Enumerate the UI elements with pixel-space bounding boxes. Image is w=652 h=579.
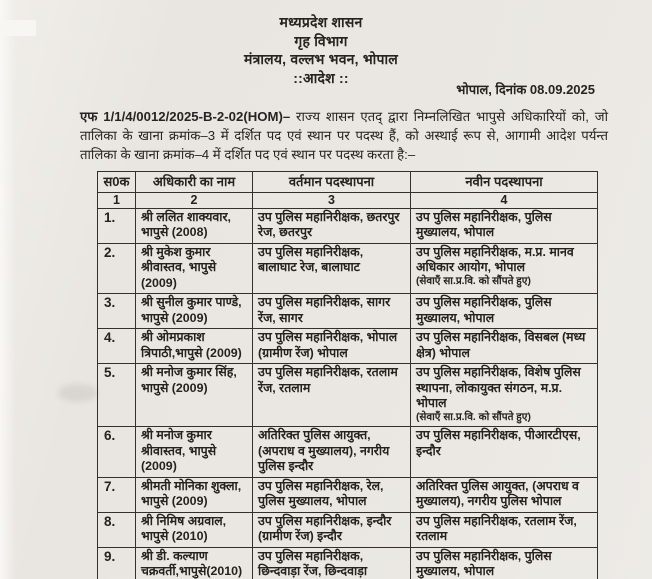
new-posting	[411, 364, 598, 427]
current-posting: उप पुलिस महानिरीक्षक, भोपाल (ग्रामीण रेंज) भोपाल	[253, 329, 411, 364]
row-serial: 6.	[98, 427, 136, 478]
current-posting: उप पुलिस महानिरीक्षक, इन्दौर (ग्रामीण रेंज) इन्दौर	[253, 512, 411, 547]
scan-smudge	[58, 384, 98, 402]
officer-name: श्री ओमप्रकाश त्रिपाठी,भापुसे (2009)	[136, 329, 253, 364]
col-header-new-posting: नवीन पदस्थापना	[411, 172, 598, 193]
current-posting: उप पुलिस महानिरीक्षक, रतलाम रेंज, रतलाम	[253, 364, 411, 427]
col-header-current-posting: वर्तमान पदस्थापना	[253, 172, 411, 193]
new-posting-text: उप पुलिस महानिरीक्षक, रतलाम रेंज, रतलाम	[416, 513, 577, 543]
current-posting: उप पुलिस महानिरीक्षक, छिन्दवाड़ा रेंज, छिन्दवाड़ा	[253, 547, 411, 579]
officer-name: श्री मुकेश कुमार श्रीवास्तव, भापुसे (2009)	[136, 243, 253, 294]
table-row	[98, 364, 598, 427]
table-row	[98, 294, 598, 329]
officer-name: श्री डी. कल्याण चक्रवर्ती,भापुसे(2010)	[136, 547, 253, 579]
current-posting: अतिरिक्त पुलिस आयुक्त, (अपराध व मुख्यालय), नगरीय पुलिस इन्दौर	[253, 427, 411, 478]
new-posting-text: उप पुलिस महानिरीक्षक, पीआरटीएस, इन्दौर	[416, 428, 581, 458]
order-paragraph	[80, 107, 608, 164]
row-serial: 5.	[98, 364, 136, 427]
new-posting-text: उप पुलिस महानिरीक्षक, पुलिस मुख्यालय, भोपाल	[416, 295, 552, 325]
officer-name: श्री निमिष अग्रवाल, भापुसे (2010)	[136, 512, 253, 547]
row-serial: 1.	[98, 208, 136, 243]
new-posting-text: अतिरिक्त पुलिस आयुक्त, (अपराध व मुख्यालय), नगरीय पुलिस भोपाल	[416, 478, 579, 508]
new-posting	[411, 208, 598, 243]
order-body-text: राज्य शासन एतद् द्वारा निम्नलिखित भापुसे अधिकारियों को, जो तालिका के खाना क्रमांक–3 में दर्शित पद एवं स्थान पर पदस्थ हैं, को अस्थाई रूप से, आगामी आदेश पर्यन्त तालिका के खाना क्रमांक–4 में दर्शित पद एवं स्थान पर पदस्थ करता है:–	[80, 109, 608, 162]
new-posting-text: उप पुलिस महानिरीक्षक, म.प्र. मानव अधिकार आयोग, भोपाल	[416, 244, 574, 274]
table-row	[98, 208, 598, 243]
table-row	[98, 427, 598, 478]
row-serial: 9.	[98, 547, 136, 579]
new-posting	[411, 329, 598, 364]
table-row	[98, 477, 598, 512]
new-posting	[411, 512, 598, 547]
department-name: गृह विभाग	[294, 32, 348, 49]
col-number-1: 1	[98, 192, 136, 208]
new-posting-text: उप पुलिस महानिरीक्षक, पुलिस मुख्यालय, भोपाल	[416, 548, 552, 578]
order-reference-number: एफ 1/1/4/0012/2025-B-2-02(HOM)–	[80, 109, 291, 124]
row-serial: 4.	[98, 329, 136, 364]
current-posting: उप पुलिस महानिरीक्षक, सागर रेंज, सागर	[253, 294, 411, 329]
officer-name: श्रीमती मोनिका शुक्ला, भापुसे (2009)	[136, 477, 253, 512]
table-row	[98, 547, 598, 579]
header-row	[98, 172, 598, 193]
new-posting	[411, 547, 598, 579]
new-posting-text: उप पुलिस महानिरीक्षक, पुलिस मुख्यालय, भोपाल	[416, 209, 552, 239]
current-posting: उप पुलिस महानिरीक्षक, छतरपुर रेज, छतरपुर	[253, 208, 411, 243]
new-posting	[411, 294, 598, 329]
col-number-3: 3	[253, 192, 411, 208]
officer-name: श्री मनोज कुमार श्रीवास्तव, भापुसे (2009)	[136, 427, 253, 478]
col-number-2: 2	[136, 192, 253, 208]
row-serial: 8.	[98, 512, 136, 547]
col-header-serial: स0क	[98, 172, 136, 193]
row-serial: 3.	[98, 294, 136, 329]
table-row	[98, 243, 598, 294]
table-row	[98, 512, 598, 547]
table-row	[98, 329, 598, 364]
posting-table-body	[98, 208, 598, 579]
new-posting	[411, 427, 598, 478]
services-handover-note: (सेवाएँ सा.प्र.वि. को सौंपते हुए)	[416, 275, 531, 287]
officer-name: श्री ललित शाक्यवार, भापुसे (2008)	[136, 208, 253, 243]
col-header-officer-name: अधिकारी का नाम	[136, 172, 253, 193]
services-handover-note: (सेवाएँ सा.प्र.वि. को सौंपते हुए)	[416, 411, 531, 423]
document-header	[0, 13, 642, 87]
row-serial: 7.	[98, 477, 136, 512]
column-number-row	[98, 192, 598, 208]
posting-table	[97, 171, 598, 579]
new-posting-text: उप पुलिस महानिरीक्षक, विसबल (मध्य क्षेत्र) भोपाल	[416, 330, 586, 360]
order-title: ::आदेश ::	[293, 69, 349, 86]
new-posting	[411, 243, 598, 294]
current-posting: उप पुलिस महानिरीक्षक, बालाघाट रेज, बालाघाट	[253, 243, 411, 294]
posting-table-head	[98, 172, 598, 209]
col-number-4: 4	[411, 192, 598, 208]
government-name: मध्यप्रदेश शासन	[279, 14, 363, 30]
officer-name: श्री मनोज कुमार सिंह, भापुसे (2009)	[136, 364, 253, 427]
row-serial: 2.	[98, 243, 136, 294]
place-and-date: भोपाल, दिनांक 08.09.2025	[456, 82, 595, 97]
new-posting	[411, 477, 598, 512]
current-posting: उप पुलिस महानिरीक्षक, रेल, पुलिस मुख्यालय, भोपाल	[253, 477, 411, 512]
new-posting-text: उप पुलिस महानिरीक्षक, विशेष पुलिस स्थापना, लोकायुक्त संगठन, म.प्र. भोपाल	[416, 365, 581, 410]
officer-name: श्री सुनील कुमार पाण्डे, भापुसे (2009)	[136, 294, 253, 329]
office-address: मंत्रालय, वल्लभ भवन, भोपाल	[244, 51, 398, 67]
